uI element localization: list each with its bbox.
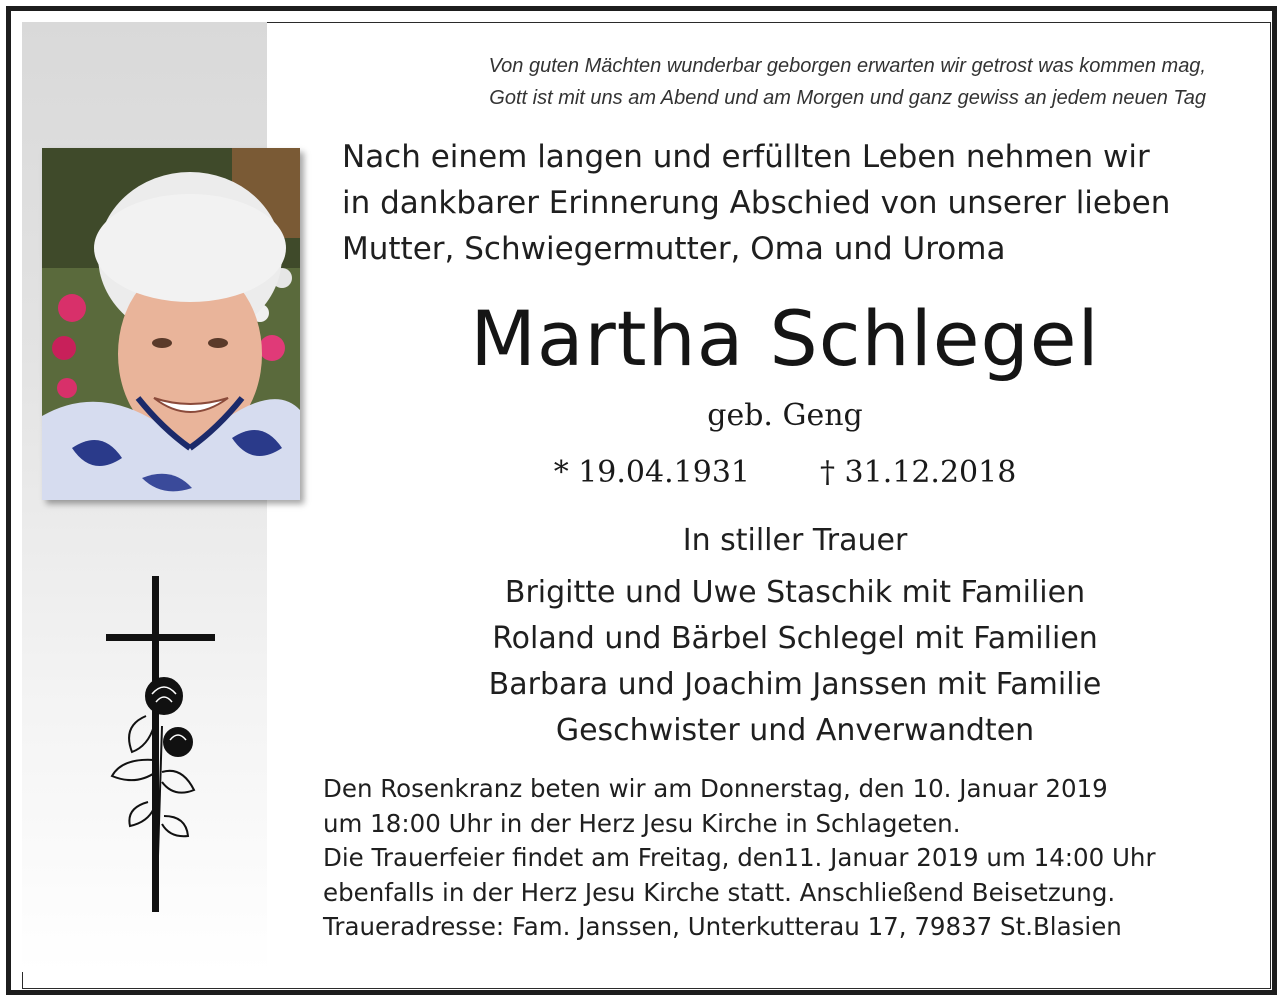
- motto-verse: [300, 50, 1206, 114]
- service-notice: [323, 772, 1223, 945]
- notice-line: um 18:00 Uhr in der Herz Jesu Kirche in Schlageten.: [323, 808, 961, 838]
- birth-name: geb. Geng: [707, 398, 863, 433]
- mourning-lead: In stiller Trauer: [682, 523, 908, 558]
- death-date: † 31.12.2018: [820, 455, 1017, 490]
- motto-line: Gott ist mit uns am Abend und am Morgen und ganz gewiss an jedem neuen Tag: [489, 87, 1206, 109]
- notice-line: Die Trauerfeier findet am Freitag, den11. Januar 2019 um 14:00 Uhr: [323, 843, 1156, 872]
- mourner-line: Barbara und Joachim Janssen mit Familie: [488, 667, 1102, 702]
- notice-line: ebenfalls in der Herz Jesu Kirche statt. Anschließend Beisetzung.: [323, 877, 1116, 907]
- intro-line: Mutter, Schwiegermutter, Oma und Uroma: [342, 231, 1006, 267]
- mourner-line: Brigitte und Uwe Staschik mit Familien: [504, 575, 1086, 610]
- birth-date: * 19.04.1931: [553, 455, 750, 490]
- mourner-line: Geschwister und Anverwandten: [555, 713, 1035, 748]
- life-dates: [380, 453, 1190, 493]
- cross-with-roses-icon: [102, 576, 222, 912]
- notice-line: Den Rosenkranz beten wir am Donnerstag, den 10. Januar 2019: [323, 774, 1108, 803]
- portrait-photo-image: [42, 148, 300, 500]
- mourners-block: [380, 518, 1210, 754]
- intro-line: Nach einem langen und erfüllten Leben nehmen wir: [342, 139, 1150, 175]
- mourner-line: Roland und Bärbel Schlegel mit Familien: [492, 621, 1098, 656]
- portrait-photo: [42, 148, 300, 500]
- motto-line: Von guten Mächten wunderbar geborgen erwarten wir getrost was kommen mag,: [488, 55, 1206, 77]
- intro-line: in dankbarer Erinnerung Abschied von unserer lieben: [342, 185, 1171, 221]
- deceased-name: Martha Schlegel: [470, 294, 1100, 383]
- intro-text: [342, 134, 1222, 272]
- notice-line: Traueradresse: Fam. Janssen, Unterkutterau 17, 79837 St.Blasien: [323, 912, 1122, 941]
